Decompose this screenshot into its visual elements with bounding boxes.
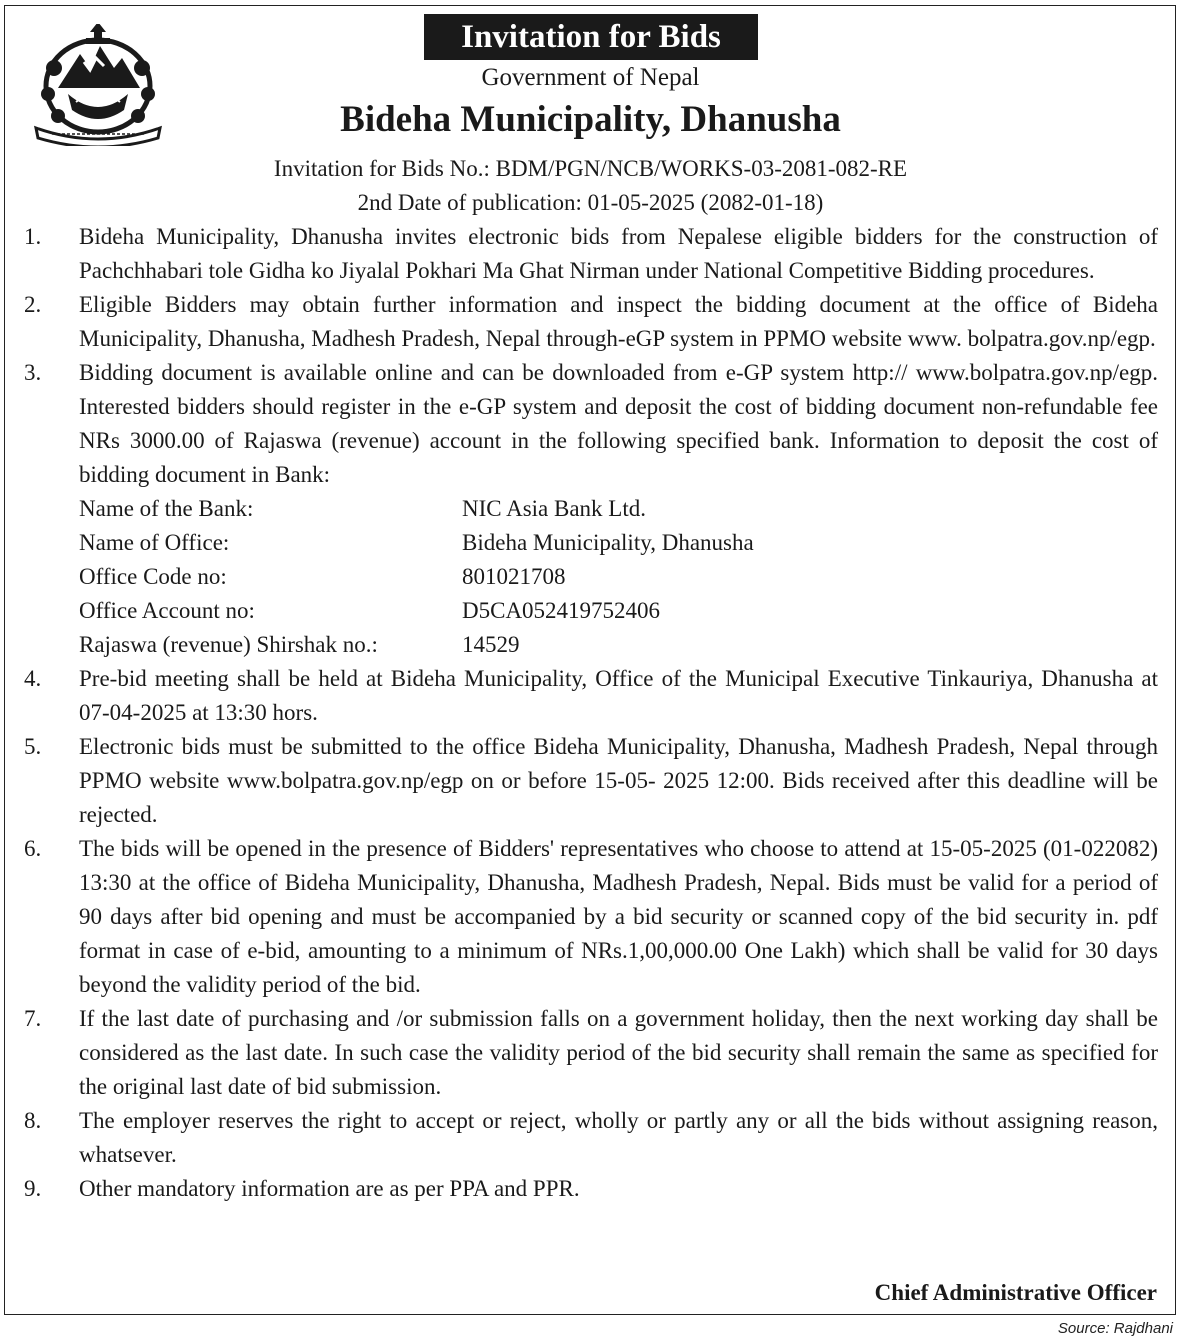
bank-detail-value: D5CA052419752406 xyxy=(462,598,661,623)
item-number: 2. xyxy=(24,292,42,317)
municipality-name: Bideha Municipality, Dhanusha xyxy=(340,99,841,140)
bank-detail-row xyxy=(0,560,1181,594)
bank-detail-row xyxy=(0,628,1181,662)
item-number: 6. xyxy=(24,836,42,861)
item-number: 4. xyxy=(24,666,42,691)
bank-detail-label: Rajaswa (revenue) Shirshak no.: xyxy=(79,632,378,657)
list-item xyxy=(0,662,1181,730)
notice-items xyxy=(0,220,1181,1206)
item-text: Electronic bids must be submitted to the office Bideha Municipality, Dhanusha, Madhesh Pradesh, Nepal through PPMO website www.bolpatra.gov.np/egp on or before 15-05- 2025 12:00. Bids received after this deadline will be rejected. xyxy=(79,734,1158,827)
item-text: Eligible Bidders may obtain further information and inspect the bidding document at the office of Bideha Municipality, Dhanusha, Madhesh Pradesh, Nepal through-eGP system in PPMO website www. bolpatra.gov.np/egp. xyxy=(79,292,1158,351)
item-text: Bidding document is available online and can be downloaded from e-GP system http:// www.bolpatra.gov.np/egp. Interested bidders should register in the e-GP system and deposit the cost of bidding document non-refundable fee NRs 3000.00 of Rajaswa (revenue) account in the following specified bank. Information to deposit the cost of bidding document in Bank: xyxy=(79,360,1158,487)
bank-detail-label: Office Account no: xyxy=(79,598,255,623)
bank-detail-value: 801021708 xyxy=(462,564,566,589)
item-text: Other mandatory information are as per PPA and PPR. xyxy=(79,1176,580,1201)
item-number: 3. xyxy=(24,360,42,385)
publication-date: 2nd Date of publication: 01-05-2025 (2082-01-18) xyxy=(357,190,824,215)
bank-detail-label: Name of Office: xyxy=(79,530,230,555)
bank-detail-label: Name of the Bank: xyxy=(79,496,254,521)
bank-detail-label: Office Code no: xyxy=(79,564,227,589)
list-item xyxy=(0,220,1181,288)
item-text: If the last date of purchasing and /or submission falls on a government holiday, then the next working day shall be considered as the last date. In such case the validity period of the bid security shall remain the same as specified for the original last date of bid submission. xyxy=(79,1006,1158,1099)
source-credit: Source: Rajdhani xyxy=(1057,1320,1173,1337)
item-number: 8. xyxy=(24,1108,42,1133)
bid-number: Invitation for Bids No.: BDM/PGN/NCB/WORKS-03-2081-082-RE xyxy=(273,156,908,181)
government-name: Government of Nepal xyxy=(481,64,700,91)
notice-title: Invitation for Bids xyxy=(424,14,758,60)
bank-detail-row xyxy=(0,594,1181,628)
bank-detail-row xyxy=(0,492,1181,526)
item-text: The bids will be opened in the presence of Bidders' representatives who choose to attend at 15-05-2025 (01-022082) 13:30 at the office of Bideha Municipality, Dhanusha, Madhesh Pradesh, Nepal. Bids must be valid for a period of 90 days after bid opening and must be accompanied by a bid security or scanned copy of the bid security in. pdf format in case of e-bid, amounting to a minimum of NRs.1,00,000.00 One Lakh) which shall be valid for 30 days beyond the validity period of the bid. xyxy=(79,836,1158,997)
item-text: Pre-bid meeting shall be held at Bideha Municipality, Office of the Municipal Executive Tinkauriya, Dhanusha at 07-04-2025 at 13:30 hors. xyxy=(79,666,1158,725)
item-text: The employer reserves the right to accept or reject, wholly or partly any or all the bids without assigning reason, whatsever. xyxy=(79,1108,1158,1167)
bank-detail-value: 14529 xyxy=(462,632,520,657)
list-item xyxy=(0,1104,1181,1172)
item-number: 7. xyxy=(24,1006,42,1031)
list-item xyxy=(0,832,1181,1002)
bank-detail-row xyxy=(0,526,1181,560)
list-item xyxy=(0,730,1181,832)
bank-detail-value: Bideha Municipality, Dhanusha xyxy=(462,530,754,555)
list-item xyxy=(0,1172,1181,1206)
signature-title: Chief Administrative Officer xyxy=(874,1280,1157,1305)
item-number: 9. xyxy=(24,1176,42,1201)
list-item xyxy=(0,288,1181,356)
list-item xyxy=(0,356,1181,492)
item-text: Bideha Municipality, Dhanusha invites electronic bids from Nepalese eligible bidders for the construction of Pachchhabari tole Gidha ko Jiyalal Pokhari Ma Ghat Nirman under National Competitive Bidding procedures. xyxy=(79,224,1158,283)
list-item xyxy=(0,1002,1181,1104)
item-number: 1. xyxy=(24,224,42,249)
item-number: 5. xyxy=(24,734,42,759)
bank-detail-value: NIC Asia Bank Ltd. xyxy=(462,496,646,521)
